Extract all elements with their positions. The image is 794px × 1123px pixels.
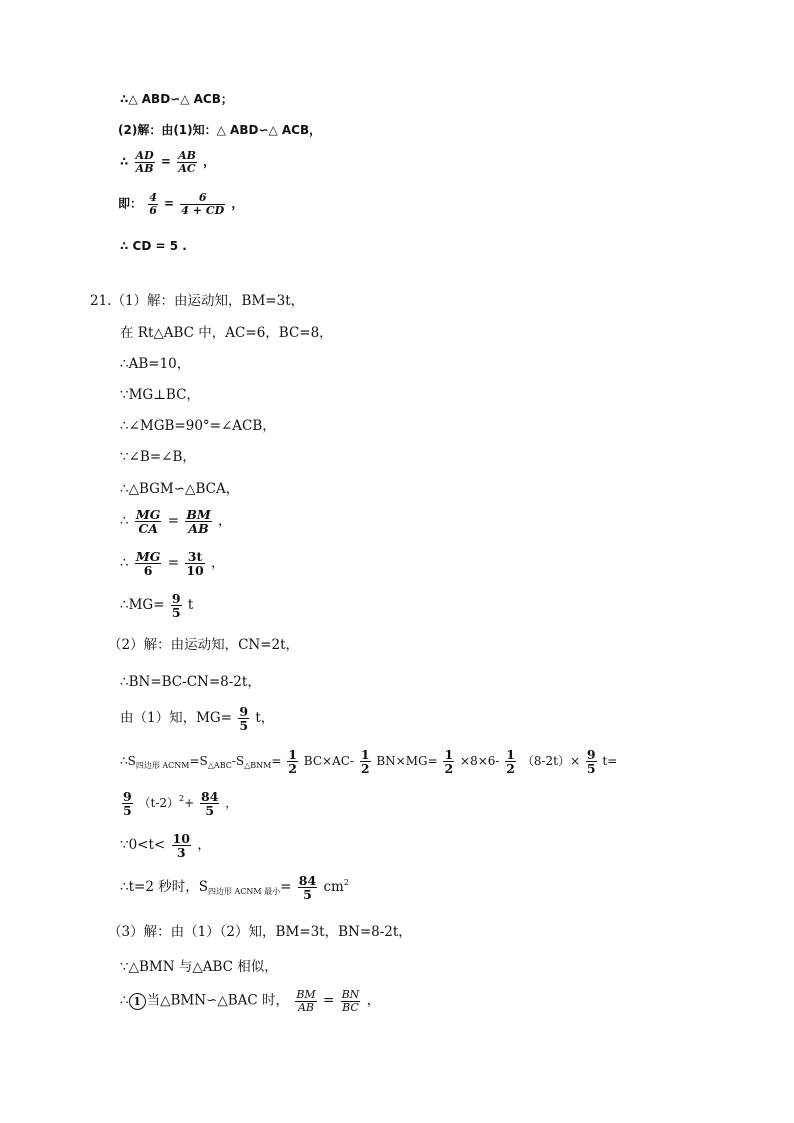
q21-p1-line-1: 21.（1）解：由运动知，BM=3t， bbox=[90, 293, 305, 309]
prev-line-4: 即： $\frac{4}{6}$ = $\frac{6}{4 + CD}$ ， bbox=[118, 191, 244, 217]
q21-p2-line-7: ∴t=2 秒时，$S_{四边形 ACNM 最小}=$ $\frac{84}{5}$ $cm^2$ bbox=[120, 873, 349, 903]
fraction: $\frac{BM}{AB}$ bbox=[186, 507, 211, 537]
fraction: $\frac{84}{5}$ bbox=[298, 873, 317, 903]
fraction: $\frac{1}{2}$ bbox=[360, 747, 370, 777]
q21-p1-line-2: 在 Rt△ABC 中，AC=6，BC=8， bbox=[120, 325, 333, 341]
prev-line-1: ∴△ ABD∽△ ACB； bbox=[120, 92, 233, 106]
q21-p1-line-4: ∵MG⊥BC， bbox=[120, 387, 200, 403]
q21-p1-line-10: ∴MG= $\frac{9}{5}$ t bbox=[120, 591, 194, 621]
q21-p1-line-7: ∴△BGM∽△BCA， bbox=[120, 481, 240, 497]
fraction: $\frac{9}{5}$ bbox=[123, 789, 132, 819]
fraction: $\frac{9}{5}$ bbox=[586, 747, 596, 777]
q21-p1-line-3: ∴AB=10， bbox=[120, 356, 191, 372]
fraction: $\frac{6}{4 + CD}$ bbox=[181, 191, 225, 217]
fraction: $\frac{MG}{CA}$ bbox=[135, 507, 161, 537]
q21-p1-line-8: ∴ $\frac{MG}{CA}$ = $\frac{BM}{AB}$ ， bbox=[120, 507, 232, 537]
q21-p3-line-2: ∵△BMN 与△ABC 相似， bbox=[120, 959, 278, 975]
fraction: $\frac{84}{5}$ bbox=[201, 789, 219, 819]
q21-p2-line-6: ∵0<t< $\frac{10}{3}$ ， bbox=[120, 831, 211, 861]
q21-p2-line-3: 由（1）知，MG= $\frac{9}{5}$ t， bbox=[120, 704, 275, 734]
q21-p2-line-2: ∴BN=BC-CN=8-2t， bbox=[120, 674, 261, 690]
q21-p1-line-9: ∴ $\frac{MG}{6}$ = $\frac{3t}{10}$ ， bbox=[120, 549, 225, 579]
fraction: $\frac{BM}{AB}$ bbox=[296, 988, 316, 1014]
prev-line-3: ∴ $\frac{AD}{AB}$ = $\frac{AB}{AC}$ ， bbox=[120, 149, 216, 175]
q21-p3-line-1: （3）解：由（1）（2）知，BM=3t，BN=8-2t， bbox=[108, 924, 412, 940]
fraction: $\frac{1}{2}$ bbox=[444, 747, 454, 777]
fraction: $\frac{9}{5}$ bbox=[239, 704, 249, 734]
fraction: $\frac{AB}{AC}$ bbox=[178, 149, 196, 175]
fraction: $\frac{BN}{BC}$ bbox=[341, 988, 360, 1014]
prev-line-2: (2)解：由(1)知：△ ABD∽△ ACB， bbox=[118, 123, 322, 137]
q21-p3-line-3: ∴ 1 当△BMN∽△BAC 时， $\frac{BM}{AB}$ = $\frac{BN}{BC}$ ， bbox=[120, 988, 381, 1014]
q21-p1-line-6: ∵∠B=∠B， bbox=[120, 449, 196, 465]
fraction: $\frac{1}{2}$ bbox=[506, 747, 515, 777]
fraction: $\frac{1}{2}$ bbox=[288, 747, 297, 777]
fraction: $\frac{AD}{AB}$ bbox=[135, 149, 154, 175]
circled-number: 1 bbox=[129, 993, 146, 1010]
q21-p2-line-5: $\frac{9}{5}$ $(t-2)^2+$ $\frac{84}{5}$ ， bbox=[123, 789, 238, 819]
fraction: $\frac{10}{3}$ bbox=[172, 831, 190, 861]
q21-p2-line-4: $\therefore S_{四边形 ACNM}=S_{\triangle ABC}-S_{\triangle BNM}=$ $\frac{1}{2}$ BC×AC- $\frac{1}{2}$ BN×MG= $\frac{1}{2}$ ×8×6- $\frac{1}{2}$ （8-2t）× $\frac{9}{5}$ t= bbox=[120, 747, 618, 777]
q21-p2-line-1: （2）解：由运动知，CN=2t， bbox=[108, 637, 300, 653]
fraction: $\frac{3t}{10}$ bbox=[186, 549, 204, 579]
q21-p1-line-5: ∴∠MGB=90°=∠ACB， bbox=[120, 418, 276, 434]
fraction: $\frac{9}{5}$ bbox=[171, 591, 181, 621]
prev-line-5: ∴ CD = 5 . bbox=[120, 239, 187, 253]
fraction: $\frac{MG}{6}$ bbox=[135, 549, 161, 579]
fraction: $\frac{4}{6}$ bbox=[149, 191, 157, 217]
